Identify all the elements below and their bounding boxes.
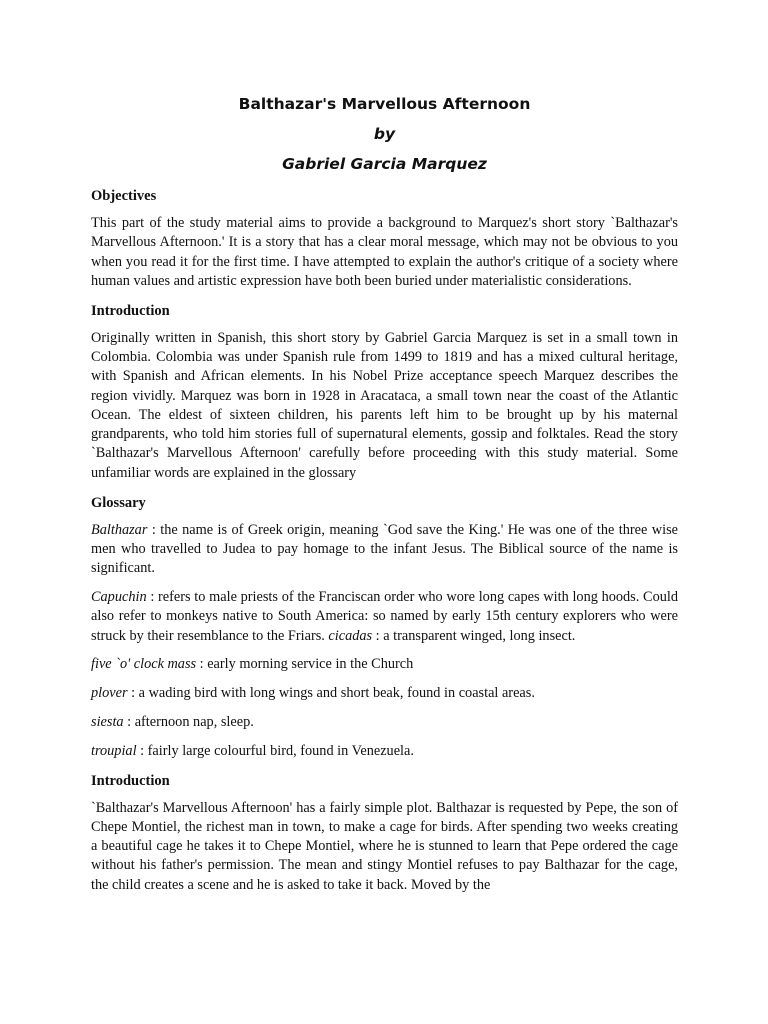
glossary-term: siesta — [91, 713, 124, 730]
glossary-entry-troupial — [91, 742, 678, 761]
glossary-term: Capuchin — [91, 588, 147, 605]
glossary-term: cicadas — [328, 627, 373, 644]
glossary-definition: : a wading bird with long wings and short beak, found in coastal areas. — [127, 685, 535, 702]
glossary-definition: : a transparent winged, long insect. — [372, 627, 576, 644]
plot-paragraph: `Balthazar's Marvellous Afternoon' has a fairly simple plot. Balthazar is requested by Pepe, the son of Chepe Montiel, the richest man in town, to make a cage for birds. After spending two weeks creating a beautiful cage he takes it to Chepe Montiel, where he is stunned to learn that Pepe ordered the cage without his father's permission. The mean and stingy Montiel refuses to pay Balthazar for the cage, the child creates a scene and he is asked to take it back. Moved by the — [91, 799, 678, 893]
document-byline: by — [373, 125, 396, 143]
glossary-term: Balthazar — [91, 521, 148, 538]
glossary-term: five `o' clock mass — [91, 656, 197, 673]
glossary-entry-plover — [91, 684, 678, 703]
glossary-entry-balthazar — [91, 521, 678, 579]
section-heading-glossary: Glossary — [91, 494, 146, 511]
glossary-definition: : fairly large colourful bird, found in Venezuela. — [136, 742, 414, 759]
section-heading-introduction-plot: Introduction — [91, 772, 170, 789]
glossary-definition: : afternoon nap, sleep. — [123, 713, 254, 730]
glossary-definition: : early morning service in the Church — [196, 656, 414, 673]
introduction-paragraph: Originally written in Spanish, this short story by Gabriel Garcia Marquez is set in a small town in Colombia. Colombia was under Spanish rule from 1499 to 1819 and has a mixed cultural heritage, with Spanish and African elements. In his Nobel Prize acceptance speech Marquez describes the region vividly. Marquez was born in 1928 in Aracataca, a small town near the coast of the Atlantic Ocean. The eldest of sixteen children, his parents left him to be brought up by his maternal grandparents, who told him stories full of supernatural elements, gossip and folktales. Read the story `Balthazar's Marvellous Afternoon' carefully before proceeding with this study material. Some unfamiliar words are explained in the glossary — [91, 329, 678, 481]
glossary-definition: : refers to male priests of the Franciscan order who wore long capes with long hoods. Could also refer to monkeys native to South America: so named by early 15th century explorers who were struck by their resemblance to the Friars. — [91, 588, 678, 644]
glossary-entry-capuchin — [91, 588, 678, 646]
glossary-term: plover — [91, 685, 128, 702]
glossary-entry-mass — [91, 655, 678, 674]
glossary-definition: : the name is of Greek origin, meaning `God save the King.' He was one of the three wise men who travelled to Judea to pay homage to the infant Jesus. The Biblical source of the name is significant. — [91, 521, 678, 577]
section-heading-objectives: Objectives — [91, 188, 157, 204]
document-title: Balthazar's Marvellous Afternoon — [238, 95, 531, 113]
document-body — [91, 92, 678, 905]
document-author: Gabriel Garcia Marquez — [282, 155, 487, 173]
glossary-term: troupial — [91, 742, 137, 759]
section-heading-introduction: Introduction — [91, 302, 170, 319]
objectives-paragraph: This part of the study material aims to provide a background to Marquez's short story `Balthazar's Marvellous Afternoon.' It is a story that has a clear moral message, which may not be obvious to you when you read it for the first time. I have attempted to explain the author's critique of a society where human values and artistic expression have both been buried under materialistic considerations. — [91, 215, 678, 289]
glossary-entry-siesta — [91, 713, 678, 732]
